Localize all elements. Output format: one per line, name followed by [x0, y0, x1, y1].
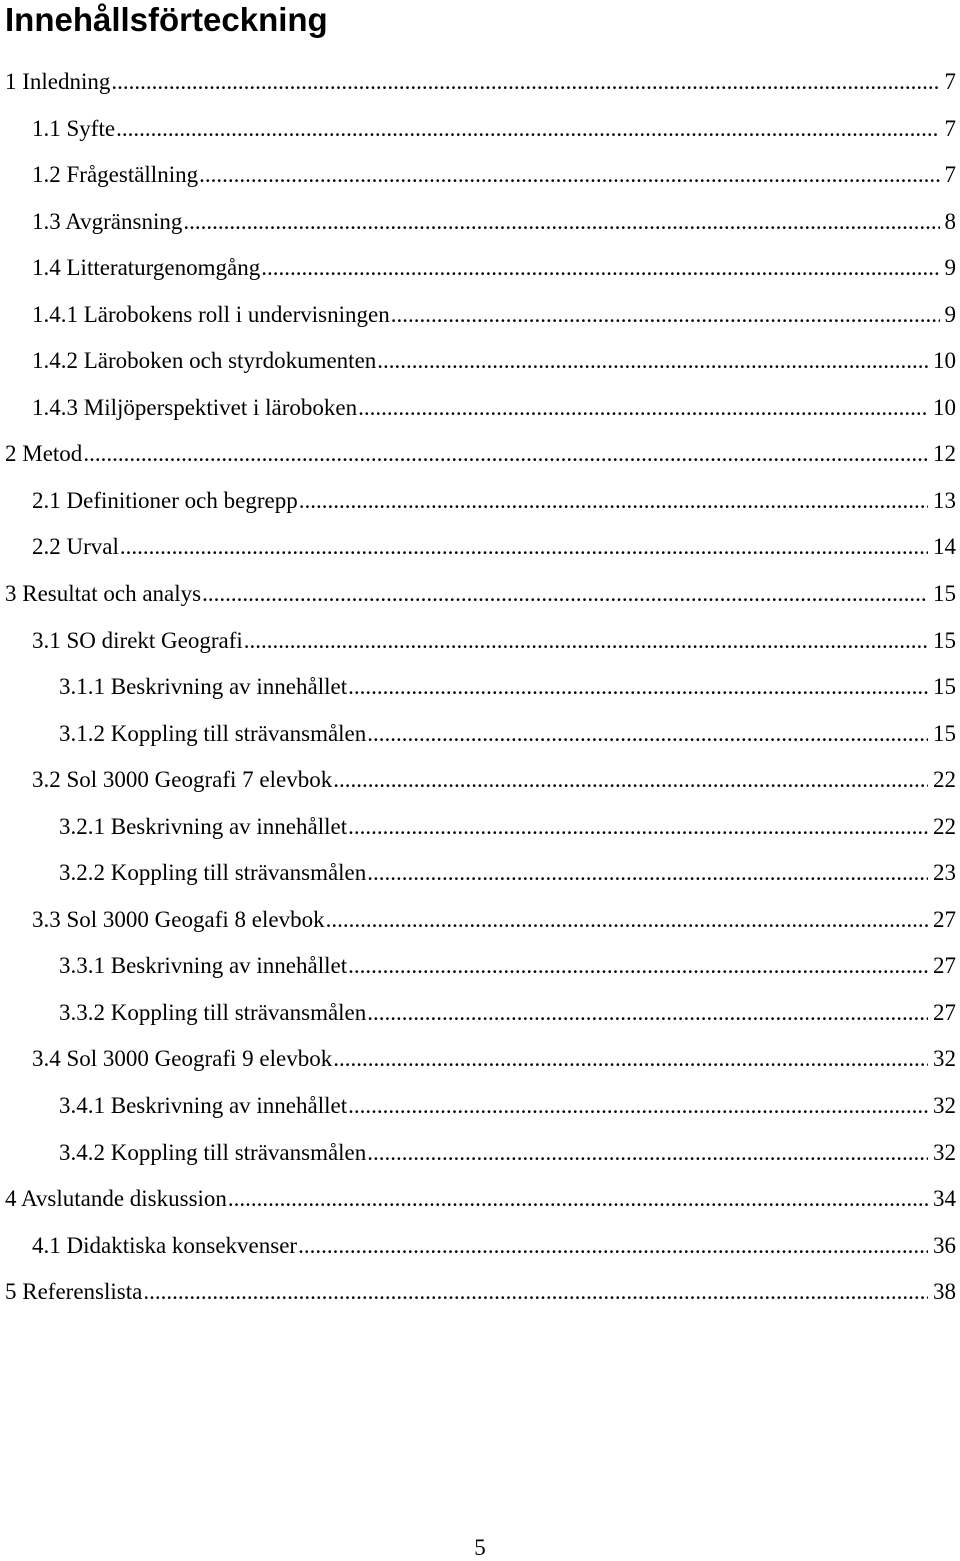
dot-leader [83, 431, 928, 478]
dot-leader [348, 943, 928, 990]
toc-entry-label: 2 Metod [5, 441, 83, 467]
toc-entry[interactable] [0, 524, 960, 571]
dot-leader [333, 757, 928, 804]
toc-entry-label: 3.4.2 Koppling till strävansmålen [59, 1139, 367, 1165]
toc-entry-page: 15 [933, 627, 956, 653]
toc-entry-page: 10 [933, 394, 956, 420]
toc-entry-page: 22 [933, 767, 956, 793]
toc-entry-label: 2.1 Definitioner och begrepp [32, 487, 298, 513]
toc-entry-label: 3.2 Sol 3000 Geografi 7 elevbok [32, 767, 333, 793]
toc-entry-label: 1.1 Syfte [32, 115, 116, 141]
toc-entry-label: 1.4.2 Läroboken och styrdokumenten [32, 348, 377, 374]
toc-entry-page: 34 [933, 1186, 956, 1212]
toc-entry[interactable] [0, 106, 960, 153]
toc-entry-page: 32 [933, 1093, 956, 1119]
dot-leader [391, 292, 940, 339]
toc-entry-label: 2.2 Urval [32, 534, 119, 560]
toc-entry-label: 3.1.1 Beskrivning av innehållet [59, 674, 348, 700]
toc-entry-label: 3.1.2 Koppling till strävansmålen [59, 720, 367, 746]
toc-entry-label: 1.4 Litteraturgenomgång [32, 255, 261, 281]
toc-entry-page: 13 [933, 487, 956, 513]
dot-leader [348, 1083, 928, 1130]
dot-leader [116, 106, 939, 153]
toc-entry-label: 3.4.1 Beskrivning av innehållet [59, 1093, 348, 1119]
toc-entry[interactable] [0, 292, 960, 339]
toc-entry-page: 27 [933, 953, 956, 979]
table-of-contents [0, 59, 960, 1316]
dot-leader [367, 850, 928, 897]
toc-entry[interactable] [0, 431, 960, 478]
toc-entry[interactable] [0, 897, 960, 944]
toc-entry[interactable] [0, 664, 960, 711]
toc-entry-label: 3.2.1 Beskrivning av innehållet [59, 813, 348, 839]
toc-entry[interactable] [0, 1223, 960, 1270]
toc-entry-label: 3.2.2 Koppling till strävansmålen [59, 860, 367, 886]
toc-entry-label: 1 Inledning [5, 69, 111, 94]
toc-entry-page: 32 [933, 1046, 956, 1072]
dot-leader [244, 618, 928, 665]
dot-leader [367, 990, 928, 1037]
toc-entry-label: 1.4.3 Miljöperspektivet i läroboken [32, 394, 358, 420]
toc-entry-page: 15 [933, 720, 956, 746]
dot-leader [326, 897, 928, 944]
page-title: Innehållsförteckning [5, 1, 328, 38]
dot-leader [348, 804, 928, 851]
dot-leader [377, 338, 928, 385]
toc-entry[interactable] [0, 1036, 960, 1083]
toc-entry-page: 32 [933, 1139, 956, 1165]
dot-leader [299, 478, 928, 525]
toc-entry[interactable] [0, 990, 960, 1037]
dot-leader [228, 1176, 928, 1223]
dot-leader [298, 1223, 928, 1270]
toc-entry[interactable] [0, 338, 960, 385]
toc-entry-page: 15 [933, 674, 956, 700]
toc-entry-page: 22 [933, 813, 956, 839]
dot-leader [367, 1130, 928, 1177]
toc-entry[interactable] [0, 850, 960, 897]
toc-entry[interactable] [0, 152, 960, 199]
dot-leader [202, 571, 928, 618]
toc-entry-label: 3.3.2 Koppling till strävansmålen [59, 999, 367, 1025]
toc-entry-page: 8 [944, 208, 956, 234]
toc-entry-page: 9 [944, 255, 956, 281]
toc-entry-label: 3.3 Sol 3000 Geogafi 8 elevbok [32, 906, 325, 932]
toc-entry[interactable] [0, 1130, 960, 1177]
toc-entry[interactable] [0, 1176, 960, 1223]
toc-entry-label: 3.1 SO direkt Geografi [32, 627, 243, 653]
dot-leader [111, 59, 939, 106]
toc-entry-page: 38 [933, 1279, 956, 1305]
toc-entry-page: 36 [933, 1232, 956, 1258]
toc-entry[interactable] [0, 59, 960, 106]
toc-entry[interactable] [0, 804, 960, 851]
page-number: 5 [474, 1535, 486, 1560]
toc-entry-label: 1.3 Avgränsning [32, 208, 183, 234]
toc-entry-label: 3 Resultat och analys [5, 581, 202, 607]
toc-entry[interactable] [0, 1269, 960, 1316]
toc-entry[interactable] [0, 385, 960, 432]
dot-leader [367, 711, 928, 758]
dot-leader [333, 1036, 928, 1083]
toc-entry-label: 1.4.1 Lärobokens roll i undervisningen [32, 301, 390, 327]
toc-entry-page: 10 [933, 348, 956, 374]
toc-entry-label: 4.1 Didaktiska konsekvenser [32, 1232, 298, 1258]
toc-entry-page: 23 [933, 860, 956, 886]
toc-entry[interactable] [0, 571, 960, 618]
toc-entry-page: 9 [944, 301, 956, 327]
toc-entry[interactable] [0, 711, 960, 758]
toc-entry-label: 1.2 Frågeställning [32, 162, 199, 188]
dot-leader [261, 245, 939, 292]
toc-entry-page: 7 [944, 162, 956, 188]
toc-entry[interactable] [0, 618, 960, 665]
toc-entry[interactable] [0, 757, 960, 804]
toc-entry-page: 7 [944, 115, 956, 141]
dot-leader [120, 524, 928, 571]
toc-entry-label: 3.4 Sol 3000 Geografi 9 elevbok [32, 1046, 333, 1072]
toc-entry-label: 4 Avslutande diskussion [5, 1186, 227, 1212]
toc-entry-page: 7 [944, 69, 956, 94]
toc-entry-page: 12 [933, 441, 956, 467]
toc-entry[interactable] [0, 245, 960, 292]
toc-entry-page: 15 [933, 581, 956, 607]
toc-entry[interactable] [0, 478, 960, 525]
dot-leader [199, 152, 939, 199]
toc-entry-page: 27 [933, 999, 956, 1025]
dot-leader [358, 385, 928, 432]
toc-entry-page: 27 [933, 906, 956, 932]
dot-leader [143, 1269, 928, 1316]
toc-entry-label: 3.3.1 Beskrivning av innehållet [59, 953, 348, 979]
toc-entry[interactable] [0, 943, 960, 990]
toc-entry-label: 5 Referenslista [5, 1279, 143, 1305]
toc-entry-page: 14 [933, 534, 956, 560]
toc-entry[interactable] [0, 1083, 960, 1130]
toc-entry[interactable] [0, 199, 960, 246]
dot-leader [348, 664, 928, 711]
dot-leader [183, 199, 939, 246]
